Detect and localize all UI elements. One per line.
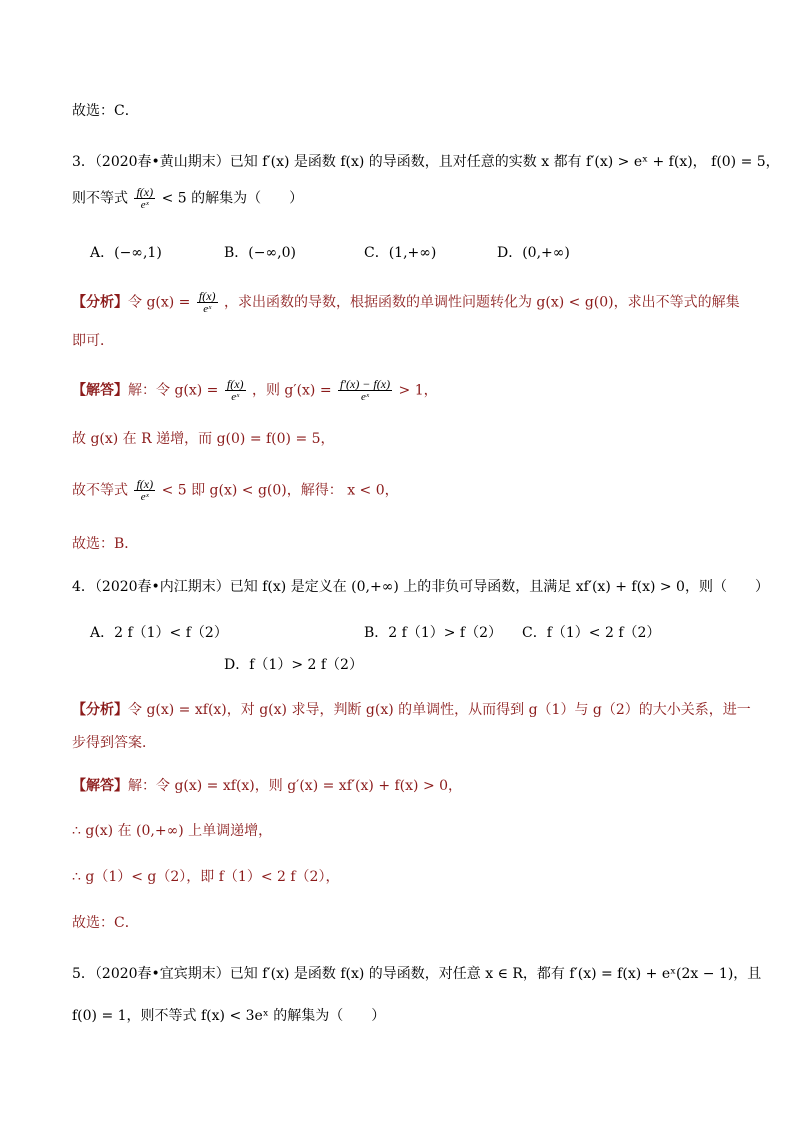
analysis-pre: 令 g(x) = — [128, 294, 191, 311]
q4-solution-line1 — [72, 775, 734, 797]
frac-num: f(x) — [198, 289, 216, 303]
q5-stem-line1: 5．（2020春•宜宾期末）已知 f′(x) 是函数 f(x) 的导函数，对任意 x ∈ R，都有 f′(x) = f(x) + eˣ(2x − 1)，且 — [72, 966, 762, 982]
q3-option-d: D．(0,+∞) — [497, 245, 570, 261]
q3-solution-line2: 故 g(x) 在 R 递增，而 g(0) = f(0) = 5， — [72, 431, 335, 447]
frac-den: eˣ — [140, 199, 149, 211]
analysis-text: 令 g(x) = xf(x)，对 g(x) 求导，判断 g(x) 的单调性，从而得到 g（1）与 g（2）的大小关系，进一 — [128, 702, 751, 718]
prev-answer: 故选：C． — [72, 103, 139, 119]
q3-option-a: A．(−∞,1) — [90, 245, 162, 261]
q3-answer: 故选：B． — [72, 536, 139, 552]
q3-solution-line3 — [72, 478, 734, 503]
q4-solution-line2: ∴ g(x) 在 (0,+∞) 上单调递增， — [72, 823, 273, 839]
q3-option-b: B．(−∞,0) — [224, 245, 296, 261]
q3-stem-line1: 3．（2020春•黄山期末）已知 f′(x) 是函数 f(x) 的导函数，且对任意的实数 x 都有 f′(x) > eˣ + f(x)， f(0) = 5， — [72, 154, 780, 170]
solution3-post: < 5 即 g(x) < g(0)，解得： x < 0， — [161, 482, 399, 499]
frac-den: eˣ — [361, 391, 370, 403]
solution-post: > 1， — [398, 382, 438, 399]
q4-analysis-line2: 步得到答案． — [72, 735, 156, 751]
solution-mid: ，则 g′(x) = — [251, 382, 332, 399]
q3-fraction — [134, 186, 155, 211]
solution-pre: 解：令 g(x) = — [128, 382, 219, 399]
analysis-post: ，求出函数的导数，根据函数的单调性问题转化为 g(x) < g(0)，求出不等式的解集 — [223, 294, 740, 311]
frac-den: eˣ — [203, 303, 212, 315]
solution3-fraction — [134, 478, 155, 503]
q3-stem-post: < 5 的解集为（ ） — [161, 190, 304, 207]
q4-option-c: C．f（1）< 2 f（2） — [522, 625, 661, 641]
frac-num: f(x) — [136, 185, 154, 199]
solution-tag: 【解答】 — [72, 778, 128, 794]
frac-num: f′(x) − f(x) — [340, 377, 391, 391]
q3-analysis-line2: 即可． — [72, 333, 114, 349]
q4-option-b: B．2 f（1）> f（2） — [364, 625, 503, 641]
analysis-fraction — [197, 290, 218, 315]
q3-solution-line1 — [72, 378, 734, 403]
frac-den: eˣ — [231, 391, 240, 403]
frac-den: eˣ — [140, 491, 149, 503]
q3-analysis — [72, 289, 740, 315]
solution-text: 解：令 g(x) = xf(x)，则 g′(x) = xf′(x) + f(x) > 0， — [128, 778, 463, 794]
q4-option-a: A．2 f（1）< f（2） — [90, 625, 228, 641]
solution-fraction-2 — [338, 378, 392, 403]
q5-stem-line2: f(0) = 1，则不等式 f(x) < 3eˣ 的解集为（ ） — [72, 1008, 386, 1024]
q4-analysis — [72, 699, 751, 721]
q4-solution-line3: ∴ g（1）< g（2），即 f（1）< 2 f（2）， — [72, 869, 340, 885]
q3-option-c: C．(1,+∞) — [364, 245, 437, 261]
q4-answer: 故选：C． — [72, 915, 139, 931]
q3-stem-pre: 则不等式 — [72, 190, 128, 207]
solution-fraction-1 — [225, 378, 246, 403]
solution3-pre: 故不等式 — [72, 482, 128, 499]
q4-stem-line1: 4．（2020春•内江期末）已知 f(x) 是定义在 (0,+∞) 上的非负可导函数，且满足 xf′(x) + f(x) > 0，则（ ） — [72, 579, 769, 595]
solution-tag: 【解答】 — [72, 382, 128, 399]
q3-stem-line2 — [72, 186, 734, 211]
q4-option-d: D．f（1）> 2 f（2） — [224, 657, 363, 673]
analysis-tag: 【分析】 — [72, 294, 128, 311]
frac-num: f(x) — [136, 477, 154, 491]
frac-num: f(x) — [226, 377, 244, 391]
analysis-tag: 【分析】 — [72, 702, 128, 718]
